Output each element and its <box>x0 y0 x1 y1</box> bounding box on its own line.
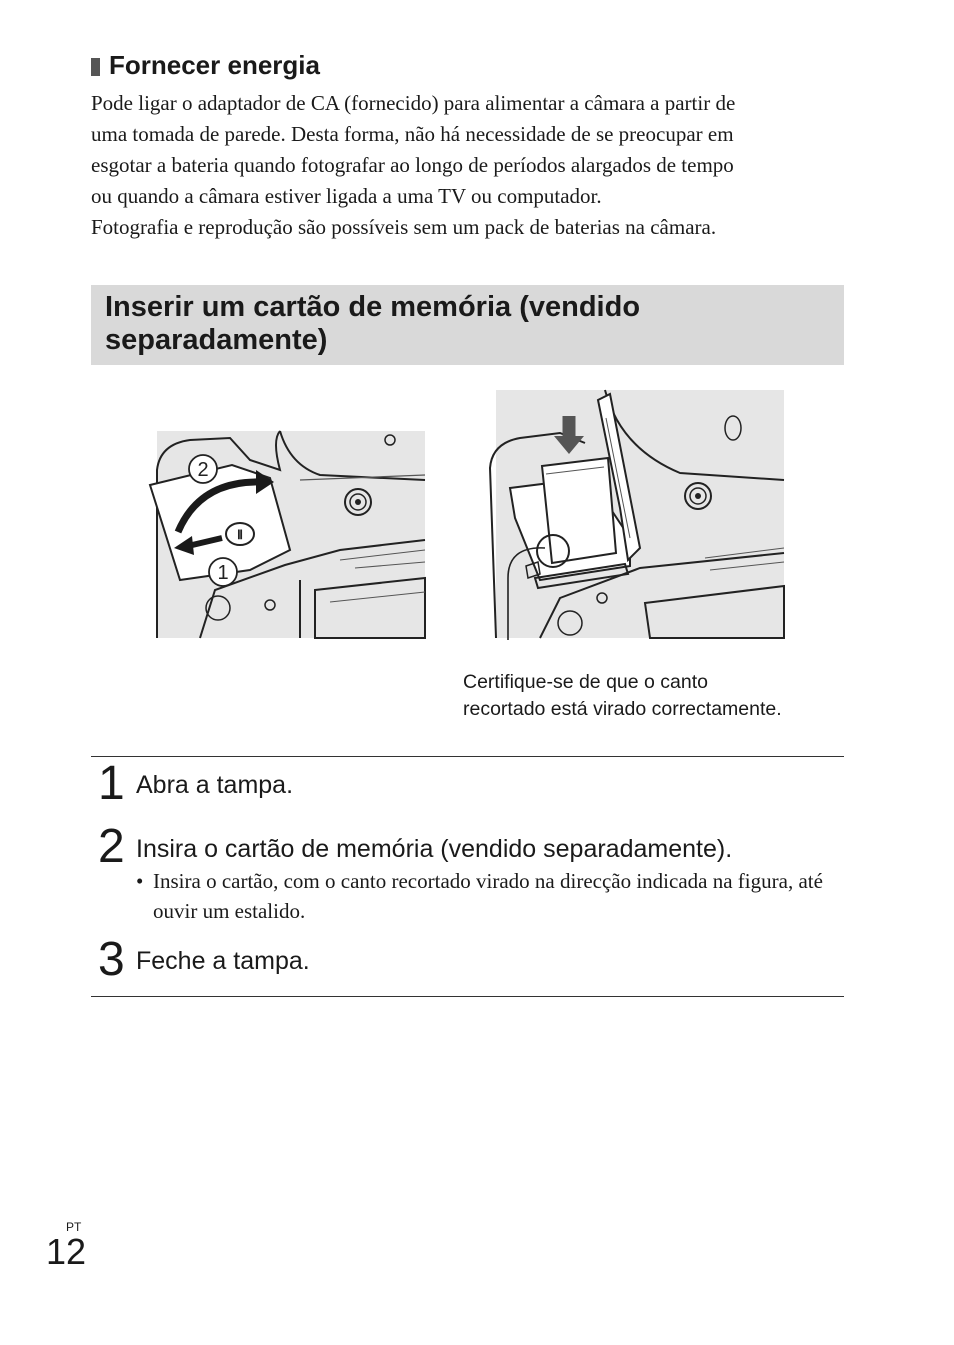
open-cover-illustration <box>140 430 430 640</box>
heading-marker-icon <box>91 58 100 76</box>
section-title <box>105 291 805 357</box>
power-heading-text: Fornecer energia <box>109 50 320 80</box>
paragraph-line: uma tomada de parede. Desta forma, não há necessidade de se preocupar em <box>91 122 734 146</box>
step-3-number: 3 <box>98 933 125 986</box>
section-title-line: Inserir um cartão de memória (vendido <box>105 291 641 323</box>
step-2-bullet <box>136 866 836 926</box>
paragraph-line: ou quando a câmara estiver ligada a uma TV ou computador. <box>91 184 602 208</box>
section-title-line: separadamente) <box>105 324 328 356</box>
step-1-label: Abra a tampa. <box>136 771 294 799</box>
step-3-label: Feche a tampa. <box>136 947 310 975</box>
caption-line: recortado está virado correctamente. <box>463 698 782 720</box>
paragraph-line: Fotografia e reprodução são possíveis sem um pack de baterias na câmara. <box>91 215 717 239</box>
page-language: PT <box>66 1220 82 1234</box>
step-2-label: Insira o cartão de memória (vendido separadamente). <box>136 835 733 863</box>
callout-1-label: 1 <box>217 562 229 584</box>
callout-2-label: 2 <box>197 459 209 481</box>
steps-bottom-divider <box>91 996 844 997</box>
bullet-dot-icon: • <box>136 869 144 893</box>
power-paragraph <box>91 88 851 243</box>
caption-line: Certifique-se de que o canto <box>463 671 708 693</box>
power-heading <box>91 50 320 81</box>
memory-card <box>542 458 616 563</box>
paragraph-line: esgotar a bateria quando fotografar ao longo de períodos alargados de tempo <box>91 153 734 177</box>
svg-text:⫴: ⫴ <box>237 528 243 542</box>
figure-caption <box>463 669 782 723</box>
section-header <box>91 285 844 365</box>
page-number: 12 <box>46 1231 87 1272</box>
step-2-bullet-text: Insira o cartão, com o canto recortado virado na direcção indicada na figura, até ouvir um estalido. <box>153 869 823 923</box>
steps-top-divider <box>91 756 844 757</box>
paragraph-line: Pode ligar o adaptador de CA (fornecido) para alimentar a câmara a partir de <box>91 91 736 115</box>
step-2-number: 2 <box>98 820 125 873</box>
step-1-number: 1 <box>98 757 125 810</box>
insert-card-illustration <box>480 388 790 640</box>
